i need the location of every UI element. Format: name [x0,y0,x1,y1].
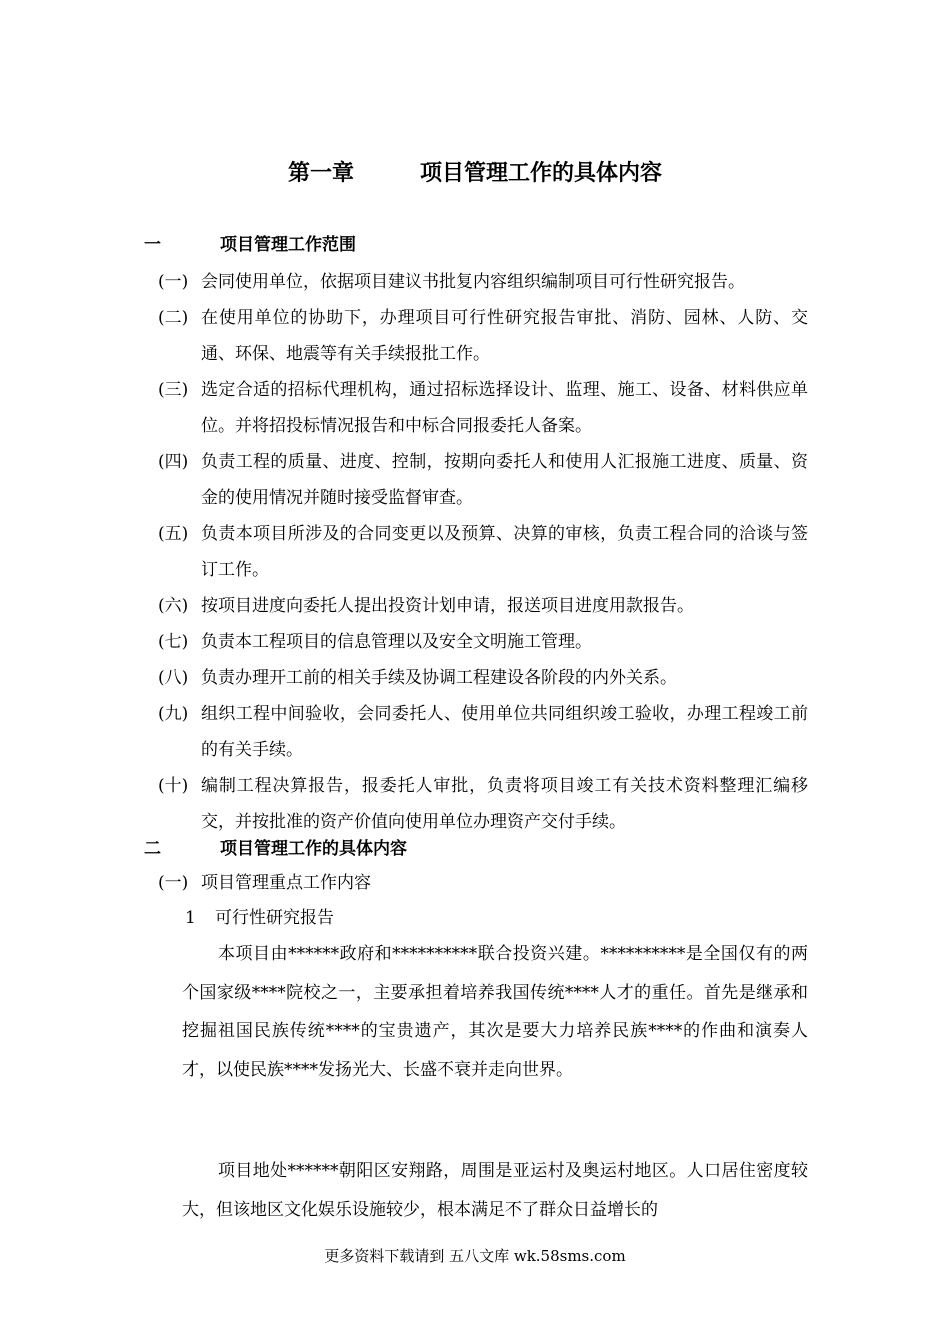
chapter-number: 第一章 [287,161,354,186]
item-mark: (八) [158,668,189,688]
item-text: 会同使用单位，依据项目建议书批复内容组织编制项目可行性研究报告。 [201,272,745,292]
item-mark: (三) [158,380,189,400]
section-number: 一 [144,235,161,255]
list-item [158,588,808,624]
body-paragraph: 项目地处******朝阳区安翔路，周围是亚运村及奥运村地区。人口居住密度较大，但该地区文化娱乐设施较少，根本满足不了群众日益增长的 [182,1161,808,1220]
item-text: 选定合适的招标代理机构，通过招标选择设计、监理、施工、设备、材料供应单位。并将招投标情况报告和中标合同报委托人备案。 [201,380,808,436]
subsection-heading [158,868,371,898]
item-mark: (十) [158,776,189,796]
section-number: 二 [144,839,161,859]
subsection-title: 项目管理重点工作内容 [201,873,371,893]
list-item [158,624,808,660]
item-text: 负责工程的质量、进度、控制，按期向委托人和使用人汇报施工进度、质量、资金的使用情况并随时接受监督审查。 [201,452,808,508]
item-text: 组织工程中间验收，会同委托人、使用单位共同组织竣工验收，办理工程竣工前的有关手续。 [201,704,808,760]
list-item [158,768,808,840]
item-mark: (九) [158,704,189,724]
list-item [158,300,808,372]
list-item [158,516,808,588]
sub-subsection-mark: 1 [185,908,196,928]
sub-subsection-title: 可行性研究报告 [215,908,334,928]
chapter-title [0,159,950,189]
item-mark: (四) [158,452,189,472]
item-text: 负责本工程项目的信息管理以及安全文明施工管理。 [201,632,592,652]
item-text: 在使用单位的协助下，办理项目可行性研究报告审批、消防、园林、人防、交通、环保、地震等有关手续报批工作。 [201,308,808,364]
list-item [158,444,808,516]
sub-subsection-heading [185,903,334,933]
list-item [158,372,808,444]
section-heading-2 [144,836,407,862]
section-heading-1 [144,232,356,258]
item-mark: (一) [158,272,189,292]
item-text: 按项目进度向委托人提出投资计划申请，报送项目进度用款报告。 [201,596,694,616]
scope-list [158,264,808,840]
item-text: 负责办理开工前的相关手续及协调工程建设各阶段的内外关系。 [201,668,677,688]
item-mark: (五) [158,524,189,544]
item-mark: (二) [158,308,189,328]
subsection-mark: (一) [158,873,189,893]
list-item [158,660,808,696]
section-title: 项目管理工作范围 [220,235,356,255]
item-text: 编制工程决算报告，报委托人审批，负责将项目竣工有关技术资料整理汇编移交，并按批准的资产价值向使用单位办理资产交付手续。 [201,776,808,832]
chapter-heading: 项目管理工作的具体内容 [420,161,663,186]
item-mark: (七) [158,632,189,652]
item-text: 负责本项目所涉及的合同变更以及预算、决算的审核，负责工程合同的洽谈与签订工作。 [201,524,808,580]
item-mark: (六) [158,596,189,616]
list-item [158,264,808,300]
list-item [158,696,808,768]
section-title: 项目管理工作的具体内容 [220,839,407,859]
body-paragraph: 本项目由******政府和**********联合投资兴建。**********是全国仅有的两个国家级****院校之一，主要承担着培养我国传统****人才的重任。首先是继承和挖掘祖国民族传统****的宝贵遗产，其次是要大力培养民族****的作曲和演奏人才，以使民族****发扬光大、长盛不衰并走向世界。 [182,944,808,1080]
page-footer: 更多资料下载请到 五八文库 wk.58sms.com [324,1247,626,1265]
